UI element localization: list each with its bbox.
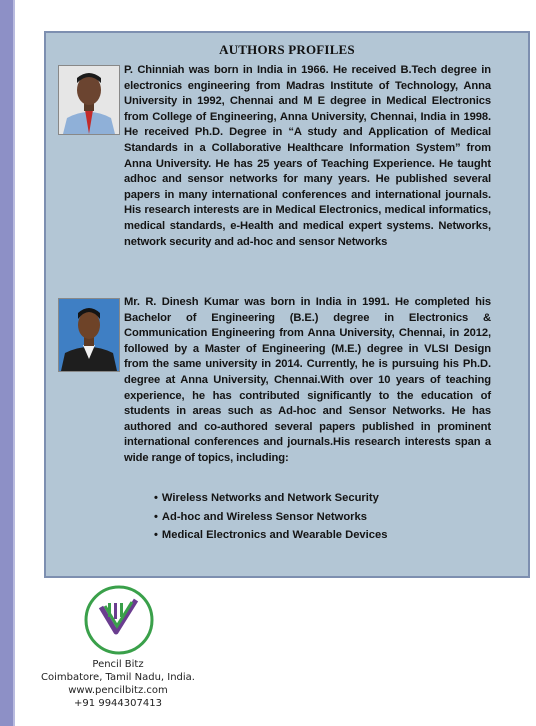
left-decorative-bar <box>0 0 13 726</box>
authors-profiles-panel <box>44 31 530 578</box>
left-bar-edge <box>13 0 15 726</box>
section-heading: AUTHORS PROFILES <box>219 42 355 57</box>
publisher-address: Coimbatore, Tamil Nadu, India. <box>41 672 195 683</box>
author1-photo <box>58 65 120 135</box>
author1-bio: P. Chinniah was born in India in 1966. He received B.Tech degree in electronics engineering from Madras Institute of Technology, Anna University in 1992, Chennai and M E degree in Medical Electronics from College of Engineering, Anna University, Chennai, India in 1998. He received Ph.D. Degree in “A study and Application of Medical Standards in a Collaborative Healthcare Information System” from Anna University. He has 25 years of Teaching Experience. He taught adhoc and sensor networks for many years. He published several papers in many international conferences and international journals. His research interests are in Medical Electronics, medical informatics, medical standards, e-Health and medical expert systems. Networks, network security and ad-hoc and sensor Networks <box>124 64 491 248</box>
interest-item: • Ad-hoc and Wireless Sensor Networks <box>154 508 387 527</box>
interest-item: • Wireless Networks and Network Security <box>154 489 387 508</box>
publisher-name: Pencil Bitz <box>92 659 144 670</box>
research-interests-list <box>154 489 387 545</box>
author2-photo <box>58 298 120 372</box>
publisher-phone: +91 9944307413 <box>74 698 162 709</box>
author2-bio: Mr. R. Dinesh Kumar was born in India in 1991. He completed his Bachelor of Engineering (B.E.) degree in Electronics & Communication Engineering from Anna University, Chennai, in 2012, followed by a Master of Engineering (M.E.) degree in VLSI Design from the same university in 2014. Currently, he is pursuing his Ph.D. degree at Anna University, Chennai.With over 10 years of teaching experience, he has contributed significantly to the education of students in areas such as Ad-hoc and Sensor Networks. He has authored and co-authored several papers published in prominent international conferences and journals.His research interests span a wide range of topics, including: <box>124 296 491 464</box>
publisher-logo <box>84 585 154 655</box>
publisher-website: www.pencilbitz.com <box>68 685 168 696</box>
interest-item: • Medical Electronics and Wearable Devices <box>154 526 387 545</box>
